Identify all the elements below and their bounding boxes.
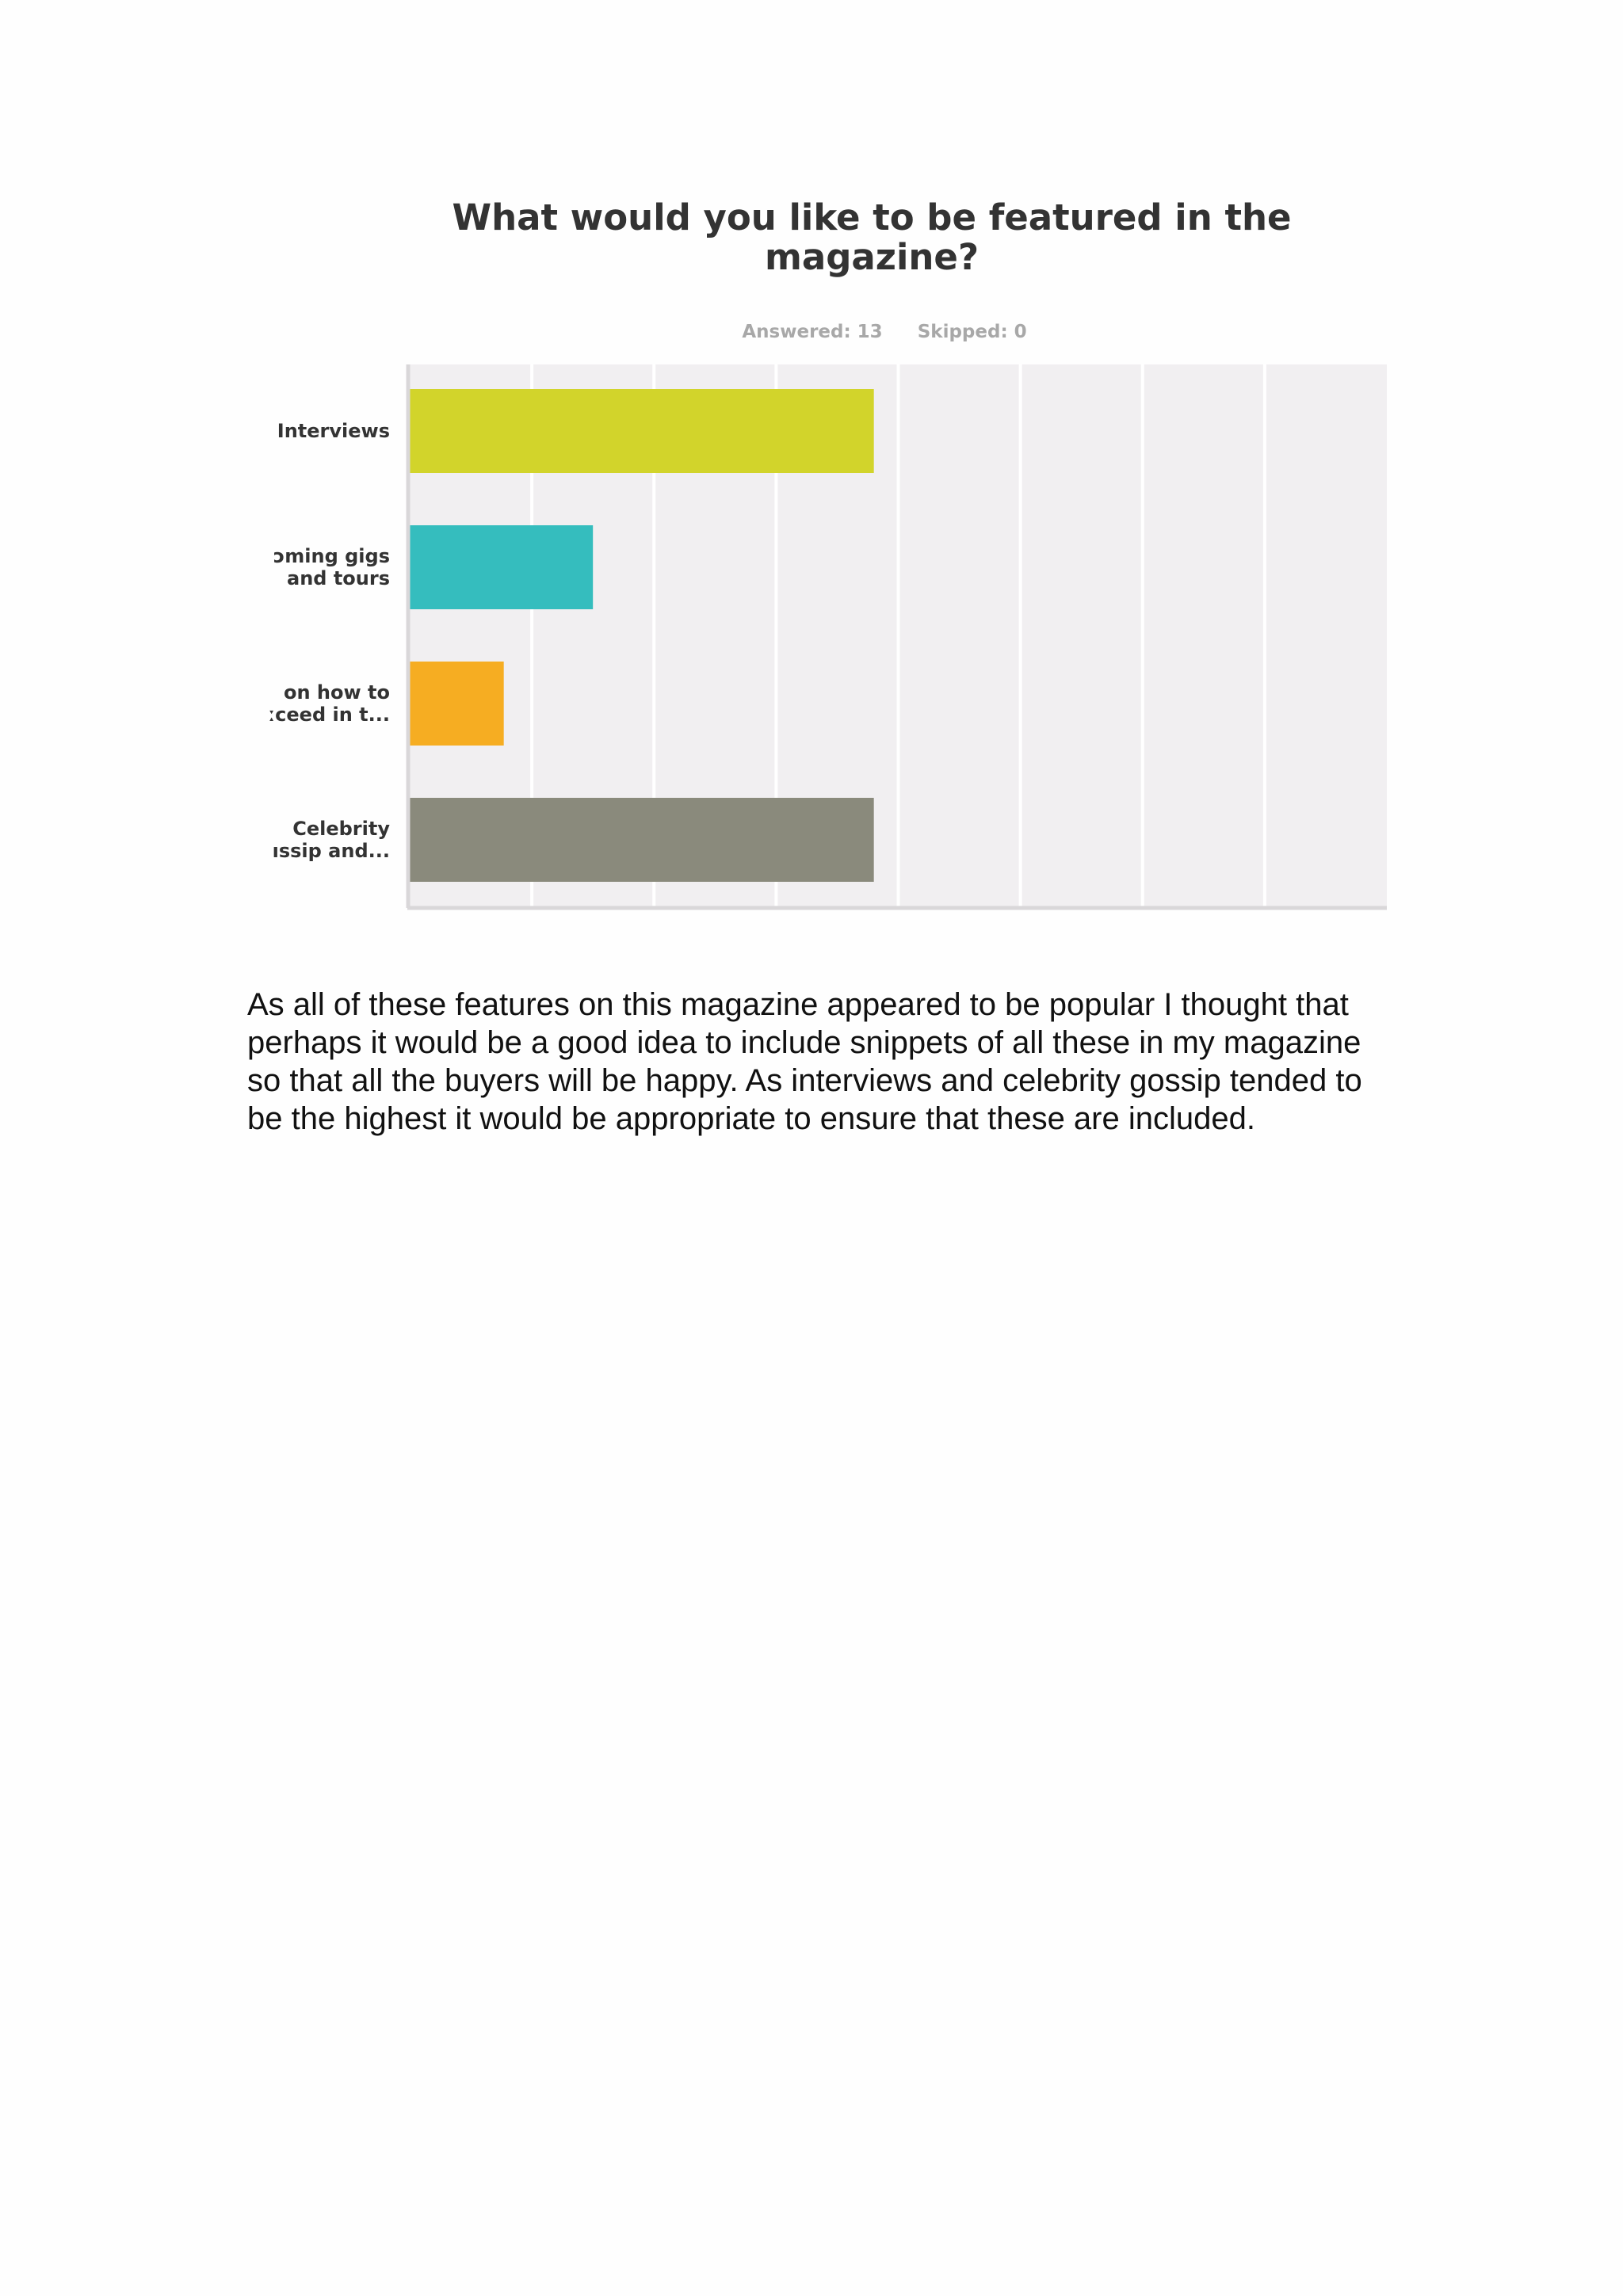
bar-chart [238, 349, 1395, 919]
skipped-count: Skipped: 0 [917, 322, 1027, 342]
chart-title: What would you like to be featured in the magazine? [452, 196, 1292, 278]
category-label-1: Interviews [277, 420, 390, 442]
category-label-2: ɔming gigs and tours [273, 545, 390, 589]
body-paragraph: As all of these features on this magazine appeared to be popular I thought that perhaps it would be a good idea to include snippets of all these in my magazine so that all the buyers will be happy. As interviews and celebrity gossip tended to be the highest it would be appropriate to ensure that these are included. [247, 987, 1362, 1136]
answered-count: Answered: 13 [742, 322, 883, 342]
bar-2 [410, 525, 593, 609]
bar-3 [410, 662, 504, 746]
category-label-3: on how to ːceed in t... [269, 681, 390, 726]
category-labels [269, 420, 390, 862]
category-label-4: Celebrity ıssip and... [272, 818, 390, 862]
bar-4 [410, 798, 874, 882]
bar-1 [410, 389, 874, 473]
